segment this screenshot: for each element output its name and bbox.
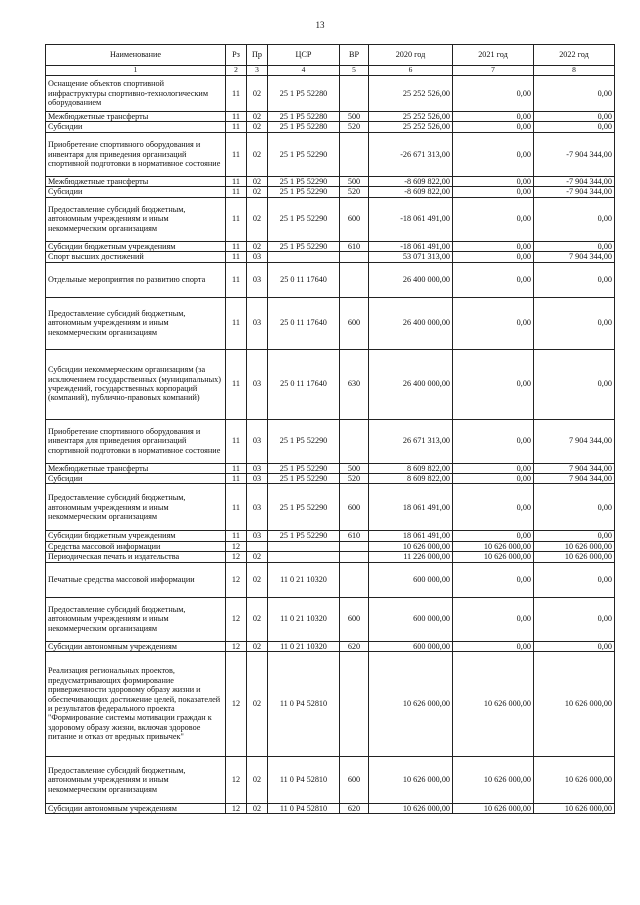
row-name: Субсидии некоммерческим организациям (за исключением государственных (муниципальных) учреждений, государственных корпораций (компаний), публично-правовых компаний) [46, 349, 226, 419]
row-amount-2022: -7 904 344,00 [534, 176, 615, 186]
row-amount-2020: 25 252 526,00 [369, 122, 453, 132]
row-name: Предоставление субсидий бюджетным, автономным учреждениям и иным некоммерческим организациям [46, 597, 226, 641]
row-name: Отдельные мероприятия по развитию спорта [46, 262, 226, 297]
row-amount-2022: 10 626 000,00 [534, 541, 615, 551]
row-vr: 610 [340, 531, 369, 541]
row-vr [340, 262, 369, 297]
row-amount-2021: 10 626 000,00 [453, 804, 534, 814]
row-amount-2022: 0,00 [534, 112, 615, 122]
row-amount-2020: 26 400 000,00 [369, 262, 453, 297]
table-row [46, 297, 615, 349]
column-number: 1 [46, 66, 226, 76]
column-number: 5 [340, 66, 369, 76]
row-pr: 03 [247, 262, 268, 297]
row-pr: 02 [247, 132, 268, 176]
row-amount-2020: -18 061 491,00 [369, 197, 453, 241]
row-csr: 25 1 P5 52290 [268, 484, 340, 531]
table-row [46, 641, 615, 651]
row-rz: 12 [226, 804, 247, 814]
row-pr: 03 [247, 484, 268, 531]
row-amount-2021: 0,00 [453, 132, 534, 176]
row-name: Субсидии [46, 122, 226, 132]
row-amount-2022: 0,00 [534, 597, 615, 641]
row-vr: 500 [340, 463, 369, 473]
row-vr: 600 [340, 597, 369, 641]
row-amount-2022: 0,00 [534, 241, 615, 251]
row-rz: 11 [226, 262, 247, 297]
row-name: Субсидии бюджетным учреждениям [46, 531, 226, 541]
header-row [46, 45, 615, 66]
row-name: Предоставление субсидий бюджетным, автономным учреждениям и иным некоммерческим организациям [46, 757, 226, 804]
row-amount-2022: 0,00 [534, 122, 615, 132]
table-row [46, 484, 615, 531]
row-amount-2022: 0,00 [534, 484, 615, 531]
row-amount-2020: 10 626 000,00 [369, 541, 453, 551]
row-amount-2022: 10 626 000,00 [534, 804, 615, 814]
row-amount-2021: 0,00 [453, 176, 534, 186]
row-amount-2020: -8 609 822,00 [369, 187, 453, 197]
row-pr: 02 [247, 187, 268, 197]
row-rz: 11 [226, 241, 247, 251]
row-pr: 02 [247, 122, 268, 132]
row-amount-2021: 0,00 [453, 562, 534, 597]
row-amount-2021: 0,00 [453, 241, 534, 251]
row-amount-2021: 10 626 000,00 [453, 652, 534, 757]
row-amount-2020: 26 400 000,00 [369, 349, 453, 419]
table-row [46, 597, 615, 641]
header-2022: 2022 год [534, 45, 615, 66]
table-row [46, 804, 615, 814]
table-body [46, 76, 615, 814]
row-csr: 25 1 P5 52290 [268, 187, 340, 197]
row-amount-2020: 10 626 000,00 [369, 757, 453, 804]
row-rz: 11 [226, 252, 247, 262]
header-pr: Пр [247, 45, 268, 66]
table-row [46, 112, 615, 122]
row-amount-2020: -8 609 822,00 [369, 176, 453, 186]
row-pr: 03 [247, 473, 268, 483]
row-name: Субсидии автономным учреждениям [46, 641, 226, 651]
row-amount-2021: 0,00 [453, 484, 534, 531]
row-rz: 11 [226, 112, 247, 122]
row-name: Межбюджетные трансферты [46, 463, 226, 473]
row-amount-2021: 10 626 000,00 [453, 757, 534, 804]
row-amount-2020: 10 626 000,00 [369, 652, 453, 757]
row-rz: 11 [226, 484, 247, 531]
row-amount-2020: 600 000,00 [369, 562, 453, 597]
row-vr [340, 541, 369, 551]
row-name: Субсидии автономным учреждениям [46, 804, 226, 814]
column-number: 4 [268, 66, 340, 76]
row-rz: 11 [226, 531, 247, 541]
row-vr: 600 [340, 197, 369, 241]
row-pr: 02 [247, 241, 268, 251]
row-amount-2022: 0,00 [534, 641, 615, 651]
row-amount-2022: 10 626 000,00 [534, 552, 615, 562]
table-row [46, 531, 615, 541]
header-2020: 2020 год [369, 45, 453, 66]
row-csr: 25 0 11 17640 [268, 297, 340, 349]
row-vr: 600 [340, 297, 369, 349]
row-amount-2022: 0,00 [534, 262, 615, 297]
row-csr: 25 1 P5 52280 [268, 122, 340, 132]
header-name: Наименование [46, 45, 226, 66]
row-vr [340, 76, 369, 112]
row-amount-2021: 0,00 [453, 112, 534, 122]
row-amount-2022: 0,00 [534, 349, 615, 419]
row-amount-2021: 0,00 [453, 419, 534, 463]
row-amount-2022: 0,00 [534, 297, 615, 349]
column-number: 7 [453, 66, 534, 76]
row-rz: 11 [226, 176, 247, 186]
row-pr: 02 [247, 652, 268, 757]
row-amount-2022: 0,00 [534, 562, 615, 597]
row-vr [340, 562, 369, 597]
row-name: Предоставление субсидий бюджетным, автономным учреждениям и иным некоммерческим организациям [46, 484, 226, 531]
row-amount-2021: 0,00 [453, 473, 534, 483]
row-amount-2020: 25 252 526,00 [369, 112, 453, 122]
row-csr: 25 1 P5 52290 [268, 132, 340, 176]
budget-table [45, 44, 615, 814]
row-name: Спорт высших достижений [46, 252, 226, 262]
row-amount-2020: 53 071 313,00 [369, 252, 453, 262]
table-row [46, 652, 615, 757]
column-number: 2 [226, 66, 247, 76]
row-amount-2022: -7 904 344,00 [534, 132, 615, 176]
row-csr: 11 0 P4 52810 [268, 757, 340, 804]
row-csr: 25 1 P5 52280 [268, 112, 340, 122]
row-amount-2021: 0,00 [453, 262, 534, 297]
table-row [46, 473, 615, 483]
row-name: Межбюджетные трансферты [46, 112, 226, 122]
row-amount-2021: 0,00 [453, 197, 534, 241]
row-name: Реализация региональных проектов, предусматривающих формирование приверженности здоровому образу жизни и обеспечивающих достижение целей, показателей и результатов федерального проекта "Формирование системы мотивации граждан к здоровому образу жизни, включая здоровое питание и отказ от вредных привычек" [46, 652, 226, 757]
row-name: Предоставление субсидий бюджетным, автономным учреждениям и иным некоммерческим организациям [46, 197, 226, 241]
row-csr: 25 0 11 17640 [268, 262, 340, 297]
row-csr: 11 0 P4 52810 [268, 652, 340, 757]
row-amount-2022: 0,00 [534, 197, 615, 241]
row-rz: 11 [226, 297, 247, 349]
row-amount-2021: 0,00 [453, 463, 534, 473]
column-number: 6 [369, 66, 453, 76]
page-number: 13 [315, 20, 325, 30]
row-amount-2022: -7 904 344,00 [534, 187, 615, 197]
row-name: Приобретение спортивного оборудования и инвентаря для приведения организаций спортивной подготовки в нормативное состояние [46, 419, 226, 463]
row-amount-2021: 10 626 000,00 [453, 552, 534, 562]
row-csr: 25 1 P5 52290 [268, 197, 340, 241]
row-rz: 12 [226, 652, 247, 757]
row-amount-2020: 11 226 000,00 [369, 552, 453, 562]
row-vr: 610 [340, 241, 369, 251]
row-rz: 11 [226, 122, 247, 132]
table-row [46, 241, 615, 251]
header-2021: 2021 год [453, 45, 534, 66]
table-row [46, 252, 615, 262]
row-amount-2020: 600 000,00 [369, 597, 453, 641]
row-csr: 25 1 P5 52290 [268, 473, 340, 483]
header-csr: ЦСР [268, 45, 340, 66]
row-vr [340, 552, 369, 562]
table-row [46, 552, 615, 562]
row-amount-2021: 0,00 [453, 122, 534, 132]
row-pr: 02 [247, 641, 268, 651]
row-amount-2020: 10 626 000,00 [369, 804, 453, 814]
row-amount-2020: 26 671 313,00 [369, 419, 453, 463]
table-row [46, 76, 615, 112]
row-amount-2020: 18 061 491,00 [369, 484, 453, 531]
row-pr: 02 [247, 562, 268, 597]
row-pr: 03 [247, 349, 268, 419]
row-amount-2022: 7 904 344,00 [534, 473, 615, 483]
row-csr: 11 0 P4 52810 [268, 804, 340, 814]
row-csr: 25 1 P5 52290 [268, 419, 340, 463]
row-rz: 12 [226, 597, 247, 641]
row-amount-2020: 600 000,00 [369, 641, 453, 651]
row-amount-2020: 26 400 000,00 [369, 297, 453, 349]
row-vr: 600 [340, 484, 369, 531]
row-pr: 02 [247, 76, 268, 112]
row-name: Субсидии бюджетным учреждениям [46, 241, 226, 251]
row-pr: 02 [247, 597, 268, 641]
row-pr: 02 [247, 804, 268, 814]
row-amount-2020: -18 061 491,00 [369, 241, 453, 251]
row-pr: 02 [247, 197, 268, 241]
row-csr: 11 0 21 10320 [268, 641, 340, 651]
row-amount-2022: 0,00 [534, 76, 615, 112]
row-rz: 11 [226, 349, 247, 419]
row-pr: 03 [247, 419, 268, 463]
row-rz: 11 [226, 463, 247, 473]
row-amount-2022: 7 904 344,00 [534, 252, 615, 262]
row-rz: 12 [226, 641, 247, 651]
row-name: Печатные средства массовой информации [46, 562, 226, 597]
row-rz: 11 [226, 132, 247, 176]
row-vr [340, 419, 369, 463]
table-row [46, 132, 615, 176]
row-name: Субсидии [46, 473, 226, 483]
table-row [46, 463, 615, 473]
row-pr: 02 [247, 112, 268, 122]
row-pr: 03 [247, 252, 268, 262]
row-vr [340, 252, 369, 262]
row-amount-2022: 7 904 344,00 [534, 463, 615, 473]
row-rz: 11 [226, 187, 247, 197]
row-vr: 520 [340, 473, 369, 483]
row-vr: 630 [340, 349, 369, 419]
row-rz: 12 [226, 757, 247, 804]
row-vr: 520 [340, 187, 369, 197]
row-amount-2021: 0,00 [453, 187, 534, 197]
row-amount-2020: 18 061 491,00 [369, 531, 453, 541]
row-rz: 11 [226, 419, 247, 463]
row-amount-2021: 0,00 [453, 597, 534, 641]
row-amount-2021: 10 626 000,00 [453, 541, 534, 551]
row-name: Средства массовой информации [46, 541, 226, 551]
row-amount-2022: 7 904 344,00 [534, 419, 615, 463]
row-amount-2022: 10 626 000,00 [534, 652, 615, 757]
column-number-row [46, 66, 615, 76]
table-row [46, 176, 615, 186]
row-amount-2021: 0,00 [453, 641, 534, 651]
row-rz: 11 [226, 473, 247, 483]
column-number: 8 [534, 66, 615, 76]
table-row [46, 419, 615, 463]
table-row [46, 562, 615, 597]
row-name: Приобретение спортивного оборудования и инвентаря для приведения организаций спортивной подготовки в нормативное состояние [46, 132, 226, 176]
row-amount-2021: 0,00 [453, 252, 534, 262]
row-name: Периодическая печать и издательства [46, 552, 226, 562]
row-vr: 600 [340, 757, 369, 804]
header-vr: ВР [340, 45, 369, 66]
row-name: Субсидии [46, 187, 226, 197]
row-csr: 11 0 21 10320 [268, 562, 340, 597]
row-amount-2021: 0,00 [453, 297, 534, 349]
header-rz: Рз [226, 45, 247, 66]
row-pr [247, 541, 268, 551]
row-amount-2020: 8 609 822,00 [369, 473, 453, 483]
row-amount-2022: 10 626 000,00 [534, 757, 615, 804]
row-amount-2020: 8 609 822,00 [369, 463, 453, 473]
row-rz: 12 [226, 541, 247, 551]
row-vr: 620 [340, 804, 369, 814]
row-csr: 25 0 11 17640 [268, 349, 340, 419]
row-name: Оснащение объектов спортивной инфраструктуры спортивно-технологическим оборудованием [46, 76, 226, 112]
column-number: 3 [247, 66, 268, 76]
row-csr [268, 541, 340, 551]
row-amount-2020: 25 252 526,00 [369, 76, 453, 112]
row-csr: 25 1 P5 52290 [268, 241, 340, 251]
table-row [46, 187, 615, 197]
table-row [46, 262, 615, 297]
row-csr: 25 1 P5 52290 [268, 176, 340, 186]
table-row [46, 541, 615, 551]
row-csr [268, 552, 340, 562]
row-pr: 03 [247, 297, 268, 349]
row-rz: 11 [226, 197, 247, 241]
table-row [46, 757, 615, 804]
row-amount-2022: 0,00 [534, 531, 615, 541]
row-rz: 11 [226, 76, 247, 112]
row-vr: 500 [340, 176, 369, 186]
row-amount-2020: -26 671 313,00 [369, 132, 453, 176]
table-row [46, 197, 615, 241]
row-rz: 12 [226, 562, 247, 597]
row-pr: 02 [247, 552, 268, 562]
row-csr: 11 0 21 10320 [268, 597, 340, 641]
row-amount-2021: 0,00 [453, 531, 534, 541]
row-pr: 03 [247, 463, 268, 473]
row-csr: 25 1 P5 52290 [268, 463, 340, 473]
row-pr: 03 [247, 531, 268, 541]
row-amount-2021: 0,00 [453, 349, 534, 419]
row-pr: 02 [247, 176, 268, 186]
table-row [46, 349, 615, 419]
row-vr [340, 132, 369, 176]
row-vr [340, 652, 369, 757]
row-vr: 520 [340, 122, 369, 132]
row-csr: 25 1 P5 52290 [268, 531, 340, 541]
row-pr: 02 [247, 757, 268, 804]
row-vr: 500 [340, 112, 369, 122]
row-vr: 620 [340, 641, 369, 651]
row-name: Межбюджетные трансферты [46, 176, 226, 186]
row-name: Предоставление субсидий бюджетным, автономным учреждениям и иным некоммерческим организациям [46, 297, 226, 349]
row-csr [268, 252, 340, 262]
row-csr: 25 1 P5 52280 [268, 76, 340, 112]
row-rz: 12 [226, 552, 247, 562]
row-amount-2021: 0,00 [453, 76, 534, 112]
table-row [46, 122, 615, 132]
